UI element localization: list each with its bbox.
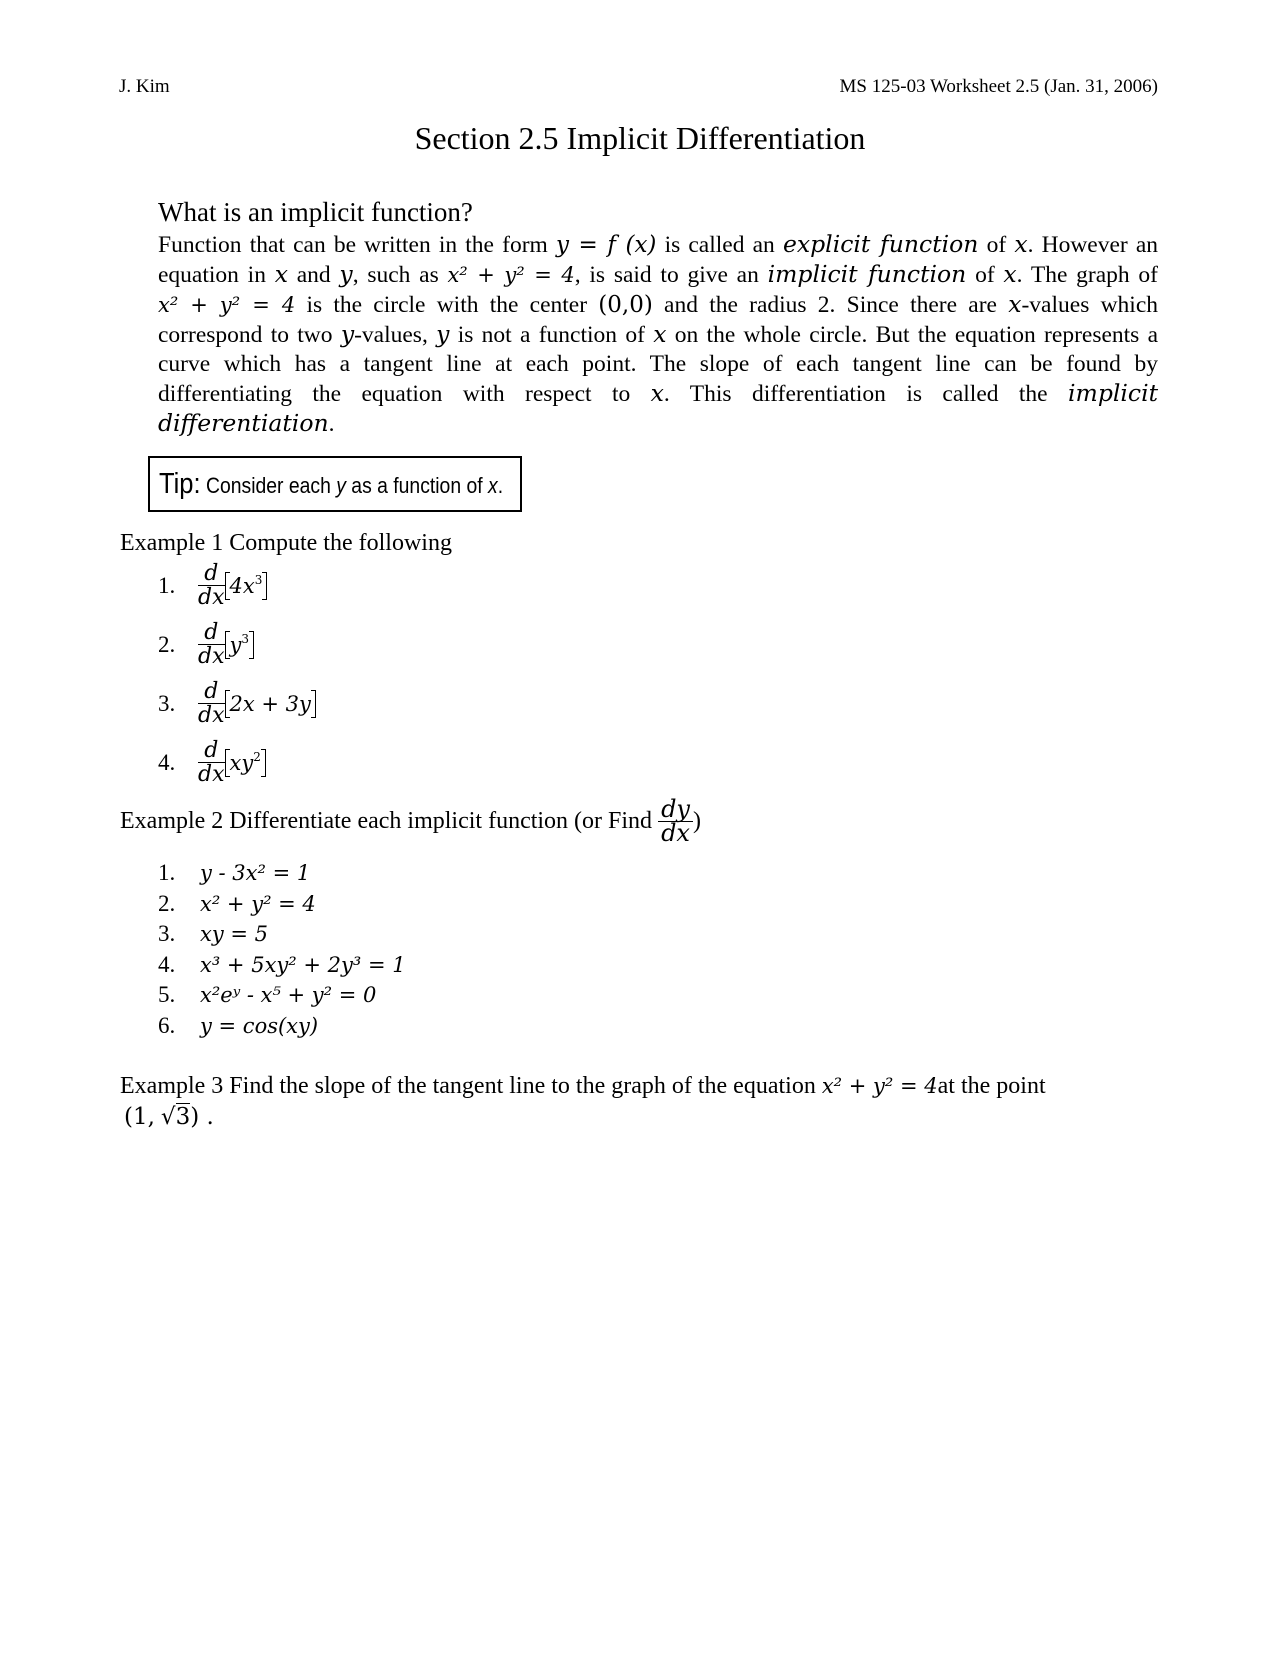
section-question: What is an implicit function? (158, 197, 473, 227)
list-item: 6. y = cos(xy) (158, 1012, 319, 1038)
derivative-operator: $\frac{d}{dx}$ (198, 561, 225, 610)
example3-text: Example 3 Find the slope of the tangent line to the graph of the equation x² + y² = 4at the point (120, 1073, 1046, 1099)
example1-item: 3. $\frac{d}{dx}$ 2x + 3y (158, 680, 316, 727)
circle-eq-2: x² + y² = 4 (158, 293, 296, 317)
author-name: J. Kim (119, 76, 170, 97)
list-item: 1. y - 3x² = 1 (158, 860, 311, 886)
list-item: 4. x³ + 5xy² + 2y³ = 1 (158, 951, 406, 977)
course-info: MS 125-03 Worksheet 2.5 (Jan. 31, 2006) (839, 76, 1158, 97)
list-item: 3. xy = 5 (158, 921, 269, 947)
center-point: (0,0) (598, 292, 653, 318)
tip-text: Tip: Consider each y as a function of x. (159, 468, 504, 500)
example1-item: 4. $\frac{d}{dx}$ $xy^2$ (158, 739, 266, 786)
example1-item: 1. $\frac{d}{dx}$ $4x^3$ (158, 562, 267, 609)
intro-paragraph: Function that can be written in the form y = f (x) is called an explicit function of x. However an equation in x and y, such as x² + y² = 4, is said to give an implicit function of x. The graph of x² + y² = 4 is the circle with the center (0,0) and the radius 2. Since there are x-values which correspond to two y-values, y is not a function of x on the whole circle. But the equation represents a curve which has a tangent line at each point. The slope of each tangent line can be found by differentiating the equation with respect to x. This differentiation is called the implicit differentiation. (158, 230, 1159, 437)
example3-point: (1, √3) . (124, 1104, 214, 1130)
list-item: 5. x²eʸ - x⁵ + y² = 0 (158, 982, 377, 1008)
explicit-eq: y = f (x) (555, 232, 657, 258)
example1-heading: Example 1 Compute the following (120, 530, 452, 556)
example2-list (158, 858, 406, 1041)
derivative-operator: $\frac{d}{dx}$ (198, 620, 225, 669)
example2-heading: Example 2 Differentiate each implicit function (or Find $\frac{dy}{dx}$ ) (120, 795, 701, 847)
derivative-operator: $\frac{d}{dx}$ (198, 738, 225, 787)
page-title: Section 2.5 Implicit Differentiation (414, 120, 866, 156)
list-item: 2. x² + y² = 4 (158, 890, 316, 916)
derivative-operator: $\frac{d}{dx}$ (198, 679, 225, 728)
sqrt-symbol: √3 (160, 1104, 191, 1130)
circle-eq-1: x² + y² = 4 (447, 263, 575, 287)
example1-item: 2. $\frac{d}{dx}$ $y^3$ (158, 621, 254, 668)
